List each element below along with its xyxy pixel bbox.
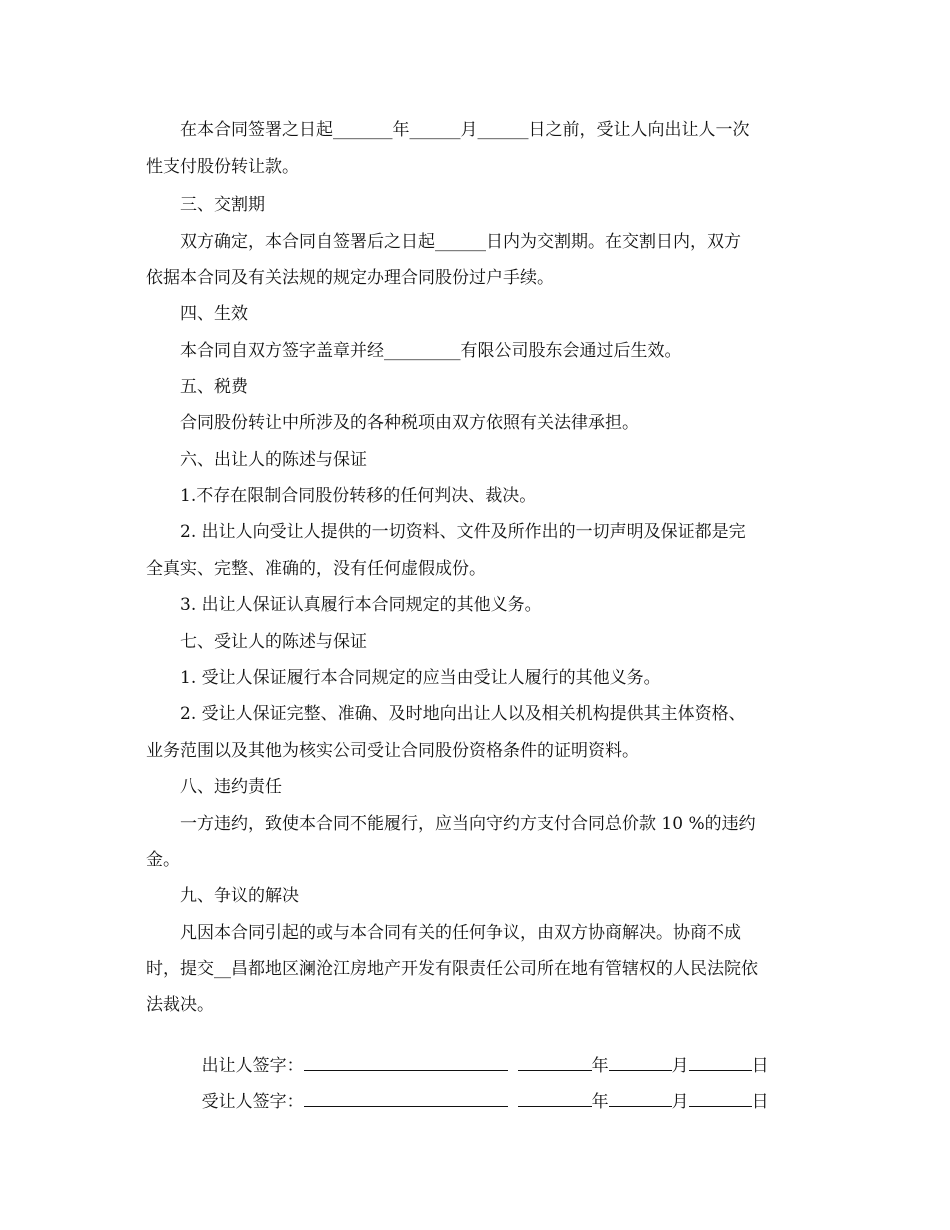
signature-line-transferee xyxy=(180,1066,769,1138)
month-label: 月 xyxy=(671,1056,689,1076)
paragraph-line: 业务范围以及其他为核实公司受让合同股份资格条件的证明资料。 xyxy=(146,741,639,761)
list-item: 1.不存在限制合同股份转移的任何判决、裁决。 xyxy=(180,486,537,506)
signature-label: 出让人签字： xyxy=(201,1056,304,1076)
section-heading: 八、违约责任 xyxy=(180,777,282,797)
paragraph-line: 法裁决。 xyxy=(146,995,214,1015)
paragraph-line: 双方确定，本合同自签署后之日起______日内为交割期。在交割日内，双方 xyxy=(180,232,741,252)
paragraph-line: 凡因本合同引起的或与本合同有关的任何争议，由双方协商解决。协商不成 xyxy=(180,923,741,943)
section-heading: 九、争议的解决 xyxy=(180,886,299,906)
section-heading: 三、交割期 xyxy=(180,195,265,215)
year-label: 年 xyxy=(591,1056,609,1076)
month-label: 月 xyxy=(671,1092,689,1112)
paragraph-line: 性支付股份转让款。 xyxy=(146,157,299,177)
year-label: 年 xyxy=(591,1092,609,1112)
list-item: 3. 出让人保证认真履行本合同规定的其他义务。 xyxy=(180,595,542,615)
year-blank[interactable] xyxy=(518,1091,592,1107)
paragraph-line: 全真实、完整、准确的，没有任何虚假成份。 xyxy=(146,559,486,579)
paragraph-line: 时，提交__昌都地区澜沧江房地产开发有限责任公司所在地有管辖权的人民法院依 xyxy=(146,959,758,979)
paragraph-line: 依据本合同及有关法规的规定办理合同股份过户手续。 xyxy=(146,268,554,288)
signature-label: 受让人签字： xyxy=(201,1092,304,1112)
list-item: 2. 出让人向受让人提供的一切资料、文件及所作出的一切声明及保证都是完 xyxy=(180,522,746,542)
section-heading: 六、出让人的陈述与保证 xyxy=(180,450,367,470)
section-heading: 七、受让人的陈述与保证 xyxy=(180,632,367,652)
section-heading: 五、税费 xyxy=(180,377,248,397)
day-label: 日 xyxy=(751,1056,769,1076)
paragraph-line: 金。 xyxy=(146,850,180,870)
day-blank[interactable] xyxy=(689,1091,752,1107)
paragraph-line: 本合同自双方签字盖章并经_________有限公司股东会通过后生效。 xyxy=(180,341,682,361)
month-blank[interactable] xyxy=(609,1091,672,1107)
list-item: 2. 受让人保证完整、准确、及时地向出让人以及相关机构提供其主体资格、 xyxy=(180,704,746,724)
day-label: 日 xyxy=(751,1092,769,1112)
paragraph-line: 合同股份转让中所涉及的各种税项由双方依照有关法律承担。 xyxy=(180,413,639,433)
signature-blank[interactable] xyxy=(304,1091,508,1107)
paragraph-line: 在本合同签署之日起_______年______月______日之前，受让人向出让人一次 xyxy=(180,120,750,140)
section-heading: 四、生效 xyxy=(180,304,248,324)
list-item: 1. 受让人保证履行本合同规定的应当由受让人履行的其他义务。 xyxy=(180,668,661,688)
paragraph-line: 一方违约，致使本合同不能履行，应当向守约方支付合同总价款 10 %的违约 xyxy=(180,814,756,834)
